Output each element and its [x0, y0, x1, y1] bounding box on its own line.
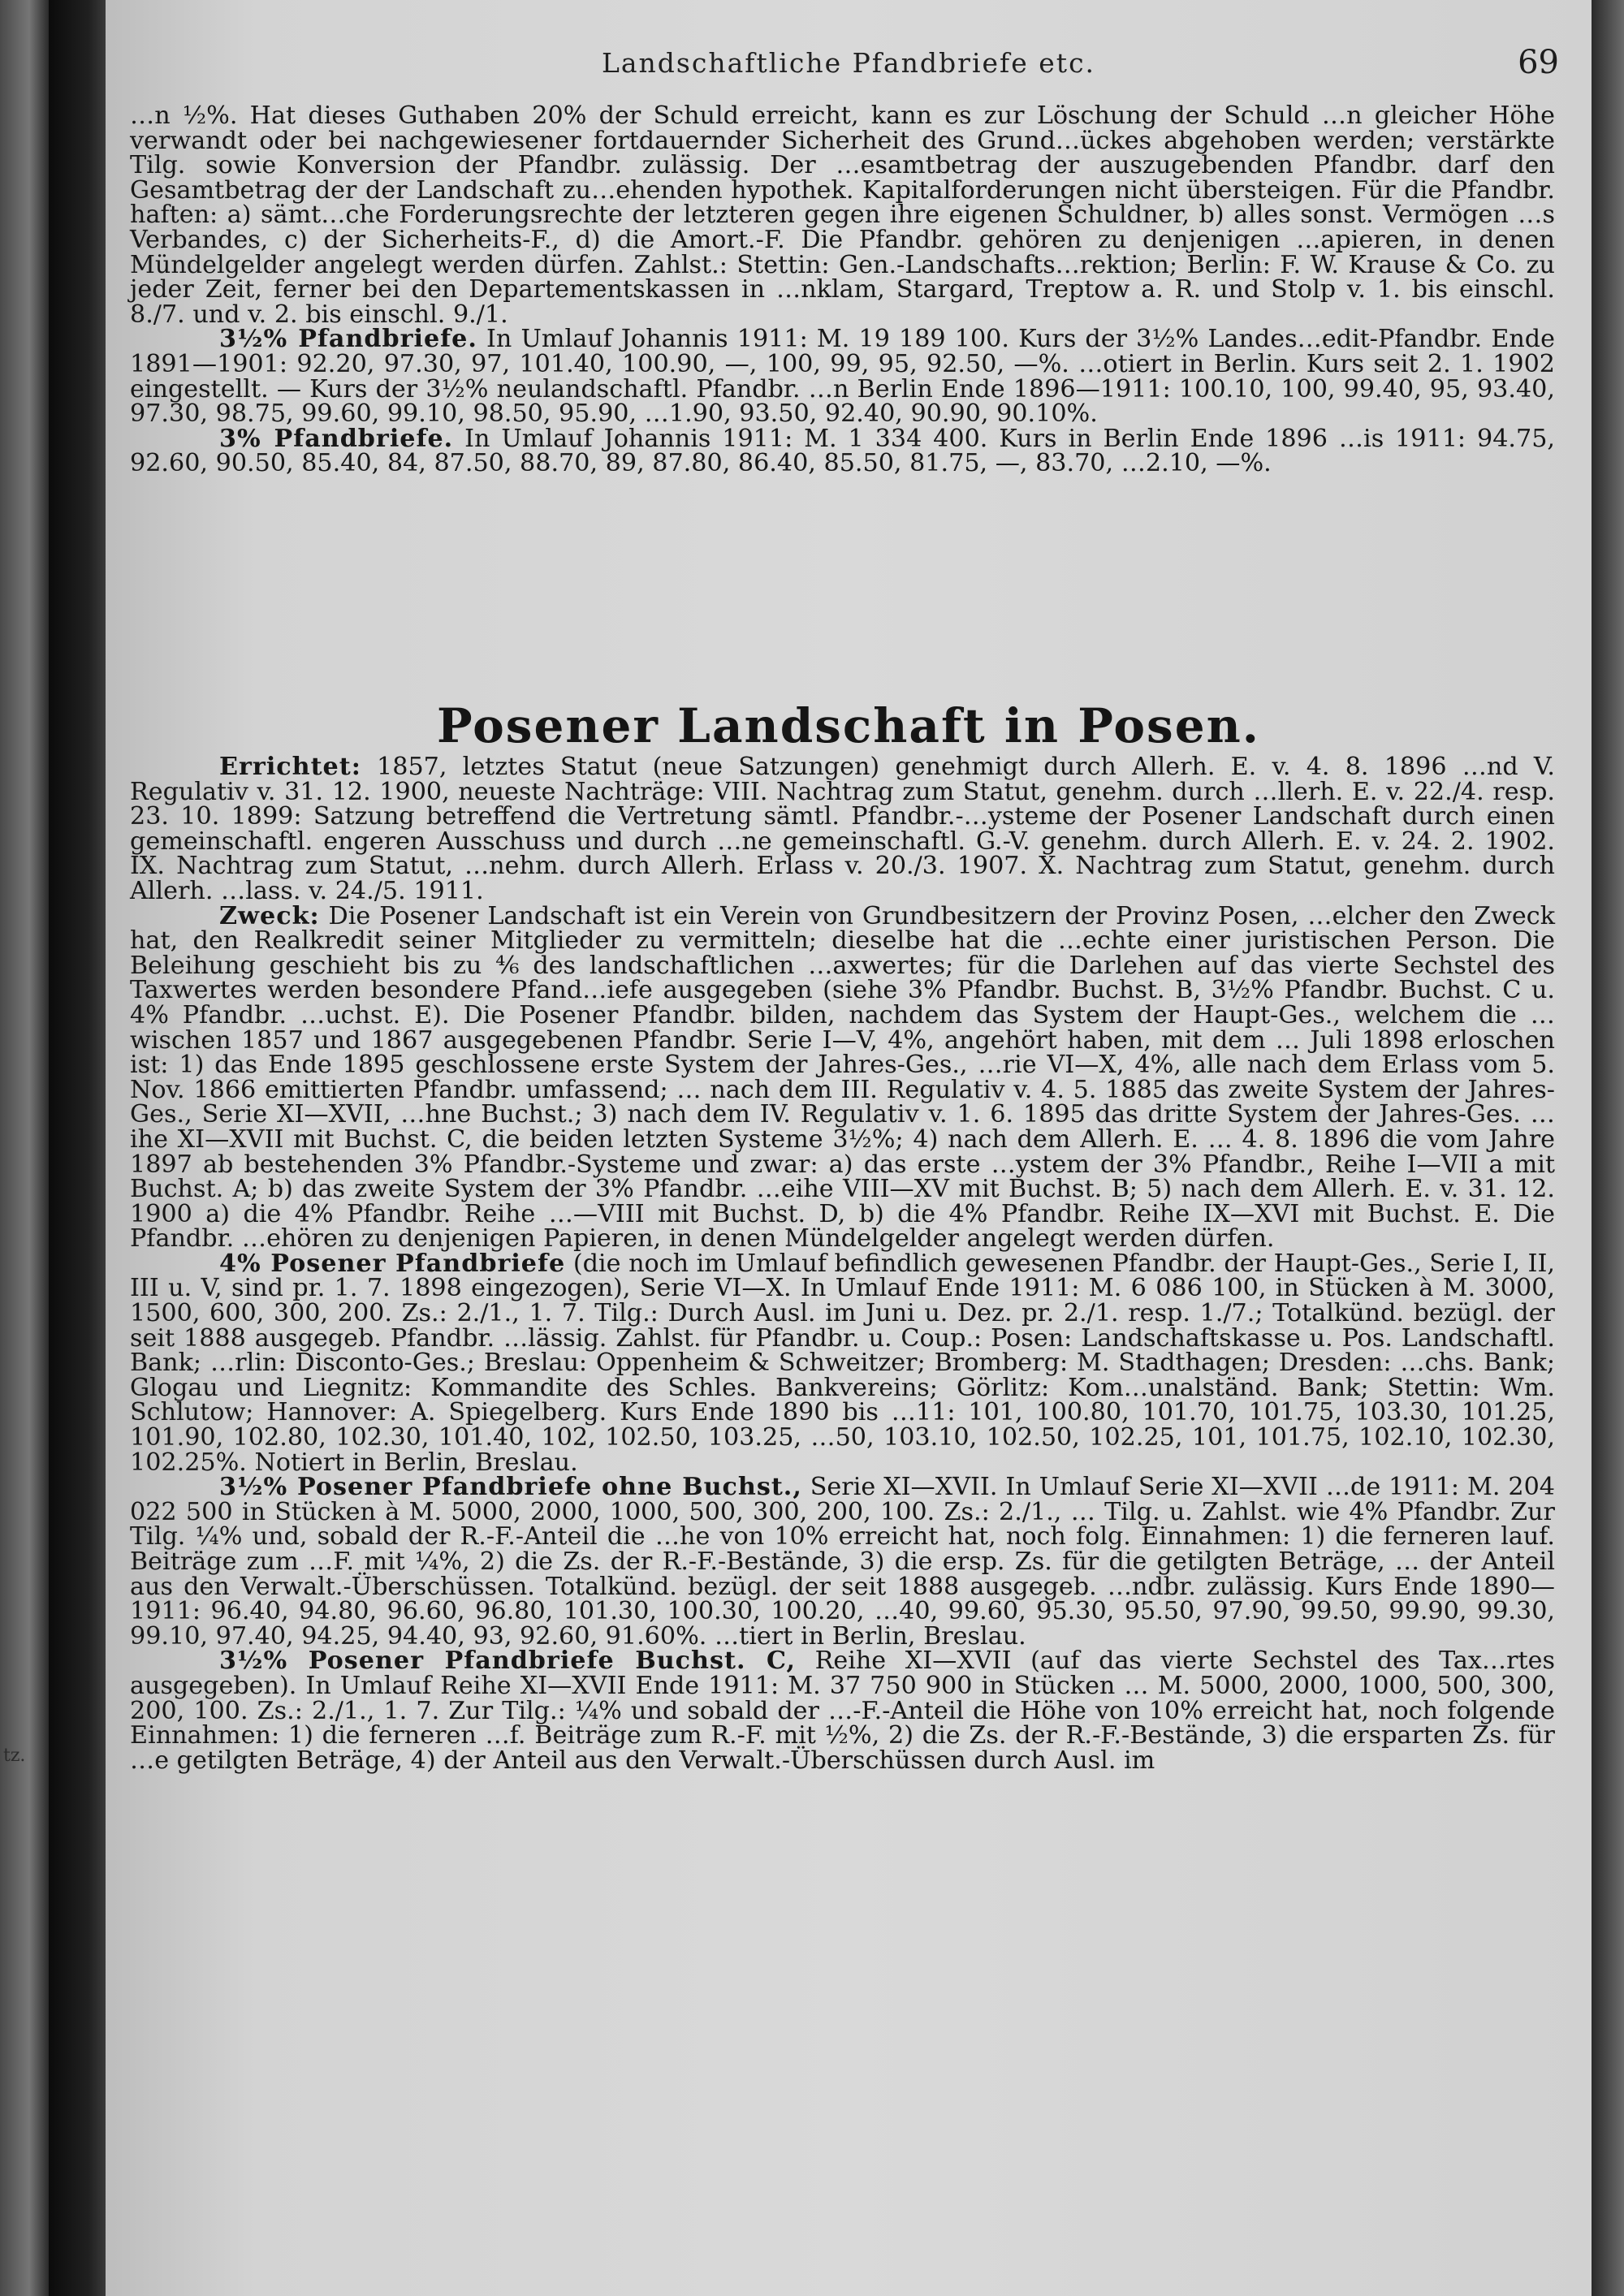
paragraph-lead: 3½% Pfandbriefe. — [219, 325, 477, 354]
paragraph-text: (die noch im Umlauf befindlich gewesenen Pfandbr. der Haupt-Ges., Serie I, II, III u. V, sind pr. 1. 7. 1898 eingezogen), Serie VI—X. In Umlauf Ende 1911: M. 6 086 100, in Stücken à M. 3000, 1500, 600, 300, 200. Zs.: 2./1., 1. 7. Tilg.: Durch Ausl. im Juni u. Dez. pr. 2./1. resp. 1./7.; Totalkünd. bezügl. der seit 1888 ausgegeb. Pfandbr. …lässig. Zahlst. für Pfandbr. u. Coup.: Posen: Landschaftskasse u. Pos. Landschaftl. Bank; …rlin: Disconto-Ges.; Breslau: Oppenheim & Schweitzer; Bromberg: M. Stadthagen; Dresden: …chs. Bank; Glogau und Liegnitz: Kommandite des Schles. Bankvereins; Görlitz: Kom…unalständ. Bank; Stettin: Wm. Schlutow; Hannover: A. Spiegelberg. Kurs Ende 1890 bis …11: 101, 100.80, 101.70, 101.75, 103.30, 101.25, 101.90, 102.80, 102.30, 101.40, 102, 102.50, 103.25, …50, 103.10, 102.50, 102.25, 101, 101.75, 102.10, 102.30, 102.25%. Notiert in Berlin, Breslau. — [130, 1249, 1555, 1477]
paragraph-lead: 3% Pfandbriefe. — [219, 424, 454, 453]
top-text-block — [130, 101, 1556, 478]
paragraph-lead: Zweck: — [219, 901, 320, 930]
paragraph-text: …n ½%. Hat dieses Guthaben 20% der Schuld erreicht, kann es zur Löschung der Schuld …n gleicher Höhe verwandt oder bei nachgewiesener fortdauernder Sicherheit des Grund…ückes abgehoben werden; verstärkte Tilg. sowie Konversion der Pfandbr. zulässig. Der …esamtbetrag der auszugebenden Pfandbr. darf den Gesamtbetrag der der Landschaft zu…ehenden hypothek. Kapitalforderungen nicht übersteigen. Für die Pfandbr. haften: a) sämt…che Forderungsrechte der letzteren gegen ihre eigenen Schuldner, b) alles sonst. Vermögen …s Verbandes, c) der Sicherheits-F., d) die Amort.-F. Die Pfandbr. gehören zu denjenigen …apieren, in denen Mündelgelder angelegt werden dürfen. Zahlst.: Stettin: Gen.-Landschafts…rektion; Berlin: F. W. Krause & Co. zu jeder Zeit, ferner bei den Departementskassen in …nklam, Stargard, Treptow a. R. und Stolp v. 1. bis einschl. 8./7. und v. 2. bis einschl. 9./1. — [130, 101, 1555, 329]
paragraph-text: Die Posener Landschaft ist ein Verein von Grundbesitzern der Provinz Posen, …elcher den Zweck hat, den Realkredit seiner Mitglieder zu vermitteln; dieselbe hat die …echte einer juristischen Person. Die Beleihung geschieht bis zu ⁴⁄₆ des landschaftlichen …axwertes; für die Darlehen auf das vierte Sechstel des Taxwertes werden besondere Pfand…iefe ausgegeben (siehe 3% Pfandbr. Buchst. B, 3½% Pfandbr. Buchst. C u. 4% Pfandbr. …uchst. E). Die Posener Pfandbr. bilden, nachdem das System der Haupt-Ges., welchem die …wischen 1857 und 1867 ausgegebenen Pfandbr. Serie I—V, 4%, angehört haben, mit dem … Juli 1898 erloschen ist: 1) das Ende 1895 geschlossene erste System der Jahres-Ges., …rie VI—X, 4%, alle nach dem Erlass vom 5. Nov. 1866 emittierten Pfandbr. umfassend; … nach dem III. Regulativ v. 4. 5. 1885 das zweite System der Jahres-Ges., Serie XI—XVII, …hne Buchst.; 3) nach dem IV. Regulativ v. 1. 6. 1895 das dritte System der Jahres-Ges. …ihe XI—XVII mit Buchst. C, die beiden letzten Systeme 3½%; 4) nach dem Allerh. E. … 4. 8. 1896 die vom Jahre 1897 ab bestehenden 3% Pfandbr.-Systeme und zwar: a) das erste …ystem der 3% Pfandbr., Reihe I—VII a mit Buchst. A; b) das zweite System der 3% Pfandbr. …eihe VIII—XV mit Buchst. B; 5) nach dem Allerh. E. v. 31. 12. 1900 a) die 4% Pfandbr. Reihe …—VIII mit Buchst. D, b) die 4% Pfandbr. Reihe IX—XVI mit Buchst. E. Die Pfandbr. …ehören zu denjenigen Papieren, in denen Mündelgelder angelegt werden dürfen. — [130, 901, 1555, 1254]
paragraph-lead: Errichtet: — [219, 753, 361, 781]
scanned-page — [106, 0, 1592, 2296]
paragraph-lead: 3½% Posener Pfandbriefe Buchst. C, — [219, 1646, 796, 1676]
margin-fragment: tz. — [3, 1746, 26, 1766]
paragraph-lead: 3½% Posener Pfandbriefe ohne Buchst., — [219, 1473, 802, 1502]
paragraph — [130, 325, 1556, 429]
running-title: Landschaftliche Pfandbriefe etc. — [601, 47, 1096, 79]
paragraph — [130, 1249, 1555, 1477]
paragraph — [130, 1646, 1556, 1775]
right-page-edge — [1592, 0, 1624, 2296]
paragraph — [130, 755, 1555, 904]
page-number: 69 — [1518, 44, 1559, 81]
paragraph-text: In Umlauf Johannis 1911: M. 19 189 100. Kurs der 3½% Landes…edit-Pfandbr. Ende 1891—1901: 92.20, 97.30, 97, 101.40, 100.90, —, 100, 99, 95, 92.50, —%. …otiert in Berlin. Kurs seit 2. 1. 1902 eingestellt. — Kurs der 3½% neulandschaftl. Pfandbr. …n Berlin Ende 1896—1911: 100.10, 100, 99.40, 95, 93.40, 97.30, 98.75, 99.60, 99.10, 98.50, 95.90, …1.90, 93.50, 92.40, 90.90, 90.10%. — [130, 325, 1556, 429]
paragraph-lead: 4% Posener Pfandbriefe — [219, 1249, 566, 1278]
paragraph-text: 1857, letztes Statut (neue Satzungen) genehmigt durch Allerh. E. v. 4. 8. 1896 …nd V. Regulativ v. 31. 12. 1900, neueste Nachträge: VIII. Nachtrag zum Statut, genehm. durch …llerh. E. v. 22./4. resp. 23. 10. 1899: Satzung betreffend die Vertretung sämtl. Pfandbr.-…ysteme der Posener Landschaft durch einen gemeinschaftl. engeren Ausschuss und durch …ne gemeinschaftl. G.-V. genehm. durch Allerh. E. v. 24. 2. 1902. IX. Nachtrag zum Statut, …nehm. durch Allerh. Erlass v. 20./3. 1907. X. Nachtrag zum Statut, genehm. durch Allerh. …lass. v. 24./5. 1911. — [130, 753, 1555, 905]
section-title: Posener Landschaft in Posen. — [437, 698, 1260, 753]
paragraph — [130, 101, 1555, 329]
paragraph — [130, 424, 1556, 478]
paragraph-text: In Umlauf Johannis 1911: M. 1 334 400. Kurs in Berlin Ende 1896 …is 1911: 94.75, 92.60, 90.50, 85.40, 84, 87.50, 88.70, 89, 87.80, 86.40, 85.50, 81.75, —, 83.70, …2.10, —%. — [130, 424, 1556, 478]
paragraph — [130, 901, 1555, 1254]
adjacent-page-edge — [0, 0, 49, 2296]
paragraph-text: Serie XI—XVII. In Umlauf Serie XI—XVII …de 1911: M. 204 022 500 in Stücken à M. 5000, 2000, 1000, 500, 300, 200, 100. Zs.: 2./1., … Tilg. u. Zahlst. wie 4% Pfandbr. Zur Tilg. ¼% und, sobald der R.-F.-Anteil die …he von 10% erreicht hat, noch folg. Einnahmen: 1) die ferneren lauf. Beiträge zum …F. mit ¼%, 2) die Zs. der R.-F.-Bestände, 3) die ersp. Zs. für die getilgten Beträge, … der Anteil aus den Verwalt.-Überschüssen. Totalkünd. bezügl. der seit 1888 ausgegeb. …ndbr. zulässig. Kurs Ende 1890—1911: 96.40, 94.80, 96.60, 96.80, 101.30, 100.30, 100.20, …40, 99.60, 95.30, 95.50, 97.90, 99.50, 99.90, 99.30, 99.10, 97.40, 94.25, 94.40, 93, 92.60, 91.60%. …tiert in Berlin, Breslau. — [130, 1473, 1555, 1651]
book-spine-shadow — [49, 0, 106, 2296]
section-text-block — [130, 755, 1555, 1773]
paragraph — [130, 1475, 1555, 1649]
paragraph-text: Reihe XI—XVII (auf das vierte Sechstel des Tax…rtes ausgegeben). In Umlauf Reihe XI—XVII Ende 1911: M. 37 750 900 in Stücken … M. 5000, 2000, 1000, 500, 300, 200, 100. Zs.: 2./1., 1. 7. Zur Tilg.: ¼% und sobald der …-F.-Anteil die Höhe von 10% erreicht hat, noch folgende Einnahmen: 1) die ferneren …f. Beiträge zum R.-F. mit ½%, 2) die Zs. der R.-F.-Bestände, 3) die ersparten Zs. für …e getilgten Beträge, 4) der Anteil aus den Verwalt.-Überschüssen durch Ausl. im — [130, 1646, 1556, 1775]
page-header — [106, 44, 1592, 96]
